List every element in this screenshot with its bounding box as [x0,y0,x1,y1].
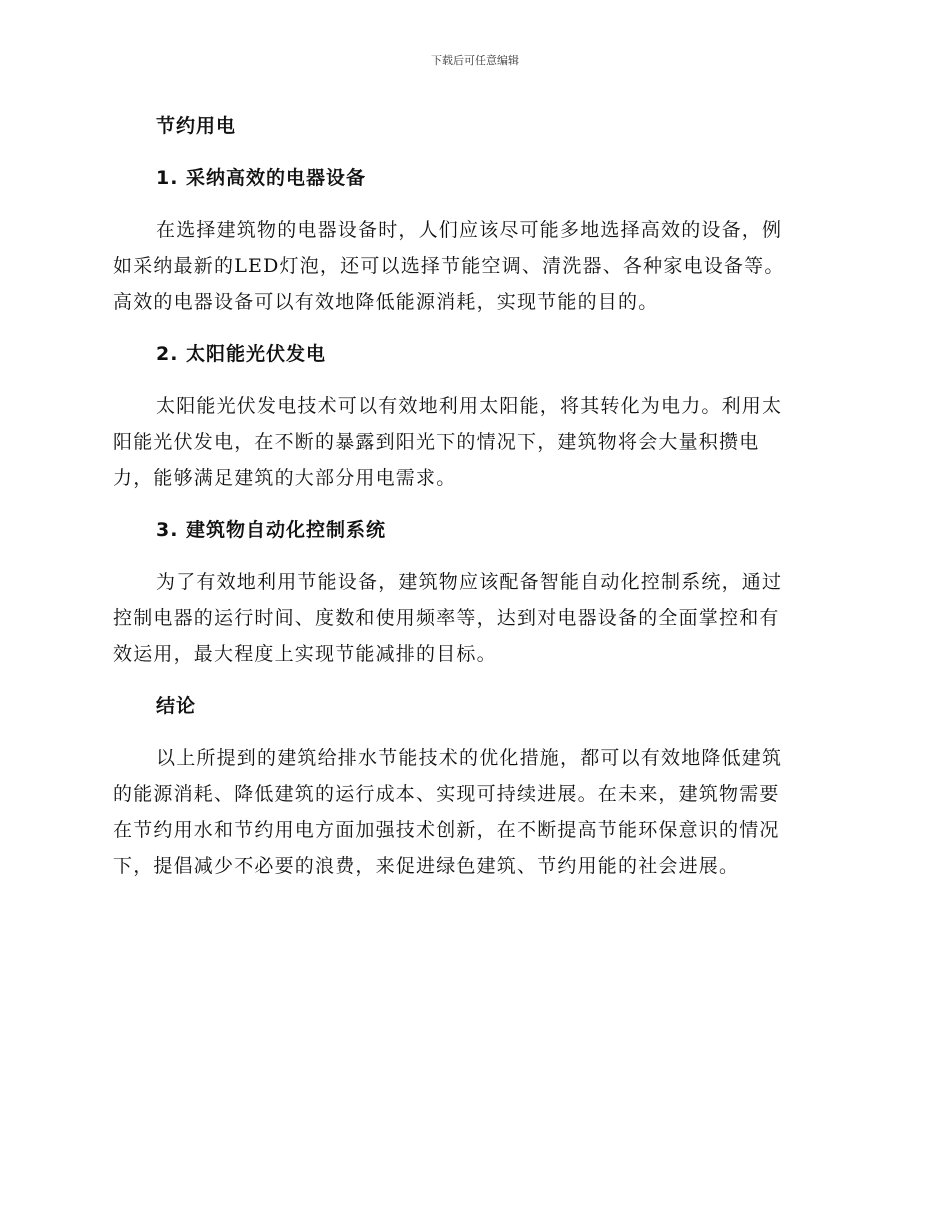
paragraph-automation-control [113,564,833,672]
paragraph-line: 下，提倡减少不必要的浪费，来促进绿色建筑、节约用能的社会进展。 [113,855,740,877]
paragraph-conclusion [113,740,833,884]
paragraph-solar-pv [113,388,833,496]
heading-efficient-appliances: 1. 采纳高效的电器设备 [156,167,367,189]
paragraph-line: 的能源消耗、降低建筑的运行成本、实现可持续进展。在未来，建筑物需要 [113,783,780,805]
heading-automation-control: 3. 建筑物自动化控制系统 [156,519,387,541]
paragraph-line: 在选择建筑物的电器设备时，人们应该尽可能多地选择高效的设备，例 [156,219,783,241]
paragraph-line: 以上所提到的建筑给排水节能技术的优化措施，都可以有效地降低建筑 [156,747,783,769]
paragraph-line: 控制电器的运行时间、度数和使用频率等，达到对电器设备的全面掌控和有 [113,607,780,629]
heading-solar-pv: 2. 太阳能光伏发电 [156,343,327,365]
paragraph-line: 为了有效地利用节能设备，建筑物应该配备智能自动化控制系统，通过 [156,571,783,593]
heading-conclusion: 结论 [156,695,197,717]
paragraph-line: 高效的电器设备可以有效地降低能源消耗，实现节能的目的。 [113,291,659,313]
page-header: 下载后可任意编辑 [431,54,519,67]
section-title: 节约用电 [156,115,237,137]
paragraph-line: 效运用，最大程度上实现节能减排的目标。 [113,643,497,665]
paragraph-line: 如采纳最新的LED灯泡，还可以选择节能空调、清洗器、各种家电设备等。 [113,255,785,277]
paragraph-line: 在节约用水和节约用电方面加强技术创新，在不断提高节能环保意识的情况 [113,819,780,841]
paragraph-line: 力，能够满足建筑的大部分用电需求。 [113,467,457,489]
paragraph-line: 太阳能光伏发电技术可以有效地利用太阳能，将其转化为电力。利用太 [156,395,783,417]
paragraph-efficient-appliances [113,212,833,320]
document-body [113,108,833,900]
paragraph-line: 阳能光伏发电，在不断的暴露到阳光下的情况下，建筑物将会大量积攒电 [113,431,760,453]
